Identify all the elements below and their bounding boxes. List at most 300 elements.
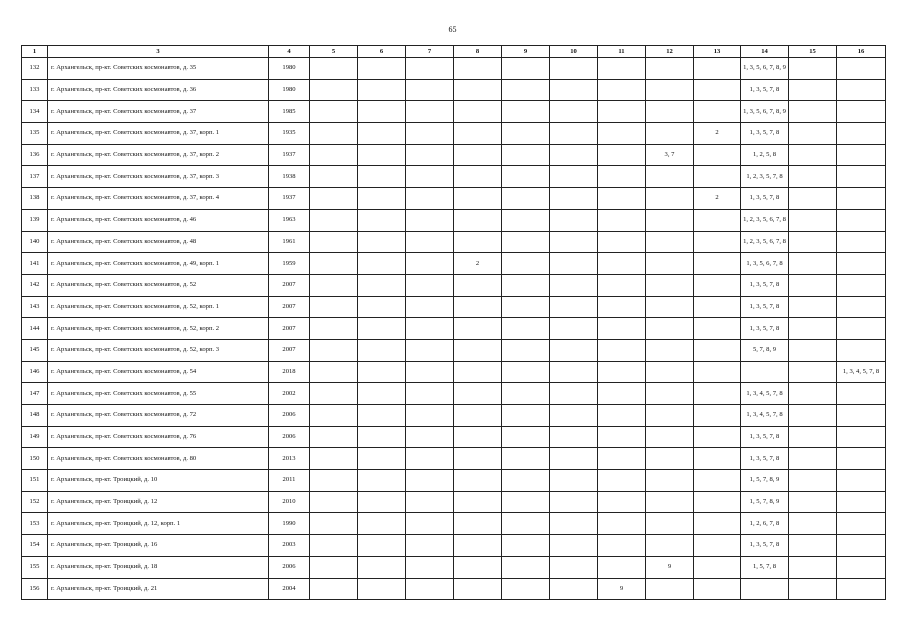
table-cell [358,101,406,123]
table-cell [310,556,358,578]
table-cell [598,339,646,361]
page-number: 65 [448,25,457,34]
table-cell: 2011 [269,470,310,492]
table-cell [406,535,454,557]
row-number-cell: 154 [22,535,48,557]
table-cell [598,253,646,275]
table-cell [550,58,598,80]
table-row [22,318,886,340]
column-header: 15 [789,46,837,58]
table-cell [694,535,741,557]
table-cell [694,361,741,383]
table-cell [694,274,741,296]
table-cell [406,209,454,231]
table-cell [310,188,358,210]
table-cell [694,101,741,123]
table-cell [454,79,502,101]
table-cell [837,166,886,188]
row-number-cell: 149 [22,426,48,448]
table-cell [789,231,837,253]
address-cell: г. Архангельск, пр-кт. Троицкий, д. 16 [48,535,269,557]
table-cell [789,470,837,492]
table-cell [550,209,598,231]
table-cell: 2013 [269,448,310,470]
table-cell [454,231,502,253]
address-cell: г. Архангельск, пр-кт. Советских космонавтов, д. 37, корп. 4 [48,188,269,210]
table-cell: 1980 [269,58,310,80]
table-cell [310,253,358,275]
address-cell: г. Архангельск, пр-кт. Советских космонавтов, д. 55 [48,383,269,405]
table-cell [598,296,646,318]
table-cell [454,448,502,470]
table-cell [358,58,406,80]
table-cell [310,535,358,557]
table-cell [837,578,886,600]
table-cell [550,383,598,405]
table-cell [502,166,550,188]
table-cell [789,535,837,557]
table-cell [454,361,502,383]
table-cell [358,209,406,231]
table-cell [837,383,886,405]
table-cell [789,318,837,340]
table-cell [310,166,358,188]
table-row [22,578,886,600]
table-cell: 1961 [269,231,310,253]
table-cell [694,209,741,231]
table-cell [406,491,454,513]
table-cell [837,101,886,123]
table-cell [550,144,598,166]
table-cell [646,101,694,123]
table-cell [502,296,550,318]
row-number-cell: 135 [22,123,48,145]
table-cell [454,123,502,145]
table-cell [598,556,646,578]
address-cell: г. Архангельск, пр-кт. Советских космонавтов, д. 80 [48,448,269,470]
table-cell [406,166,454,188]
table-cell [454,383,502,405]
table-cell [454,101,502,123]
table-cell [694,231,741,253]
table-cell [502,339,550,361]
table-cell [837,253,886,275]
table-cell: 1963 [269,209,310,231]
table-cell [694,405,741,427]
table-cell [646,339,694,361]
table-cell [358,513,406,535]
table-cell [550,253,598,275]
table-cell [358,253,406,275]
table-cell [406,361,454,383]
table-cell [837,79,886,101]
table-cell: 1, 2, 3, 5, 6, 7, 8 [741,231,789,253]
row-number-cell: 143 [22,296,48,318]
table-cell [454,491,502,513]
table-cell [694,470,741,492]
table-cell [502,209,550,231]
table-cell [502,405,550,427]
table-cell: 1959 [269,253,310,275]
column-header: 16 [837,46,886,58]
table-cell [358,339,406,361]
table-cell [646,491,694,513]
table-cell [310,58,358,80]
table-cell [358,578,406,600]
table-cell [646,188,694,210]
row-number-cell: 138 [22,188,48,210]
table-cell [310,339,358,361]
table-cell [310,426,358,448]
table-cell [694,144,741,166]
table-cell [837,426,886,448]
table-cell [837,339,886,361]
table-cell [646,123,694,145]
table-cell: 1, 3, 5, 7, 8 [741,79,789,101]
table-cell: 2 [694,123,741,145]
table-cell [550,274,598,296]
table-cell [837,123,886,145]
table-row [22,535,886,557]
table-cell [646,470,694,492]
table-cell: 1, 5, 7, 8, 9 [741,491,789,513]
table-cell [310,513,358,535]
table-cell: 9 [646,556,694,578]
table-cell [598,58,646,80]
table-cell [310,448,358,470]
address-cell: г. Архангельск, пр-кт. Советских космонавтов, д. 35 [48,58,269,80]
table-cell [694,578,741,600]
table-cell [789,383,837,405]
address-cell: г. Архангельск, пр-кт. Советских космонавтов, д. 52, корп. 1 [48,296,269,318]
table-cell [406,556,454,578]
table-cell [789,513,837,535]
table-cell [598,491,646,513]
row-number-cell: 141 [22,253,48,275]
table-cell [646,274,694,296]
table-cell [550,101,598,123]
address-cell: г. Архангельск, пр-кт. Советских космонавтов, д. 49, корп. 1 [48,253,269,275]
table-cell [310,383,358,405]
row-number-cell: 151 [22,470,48,492]
table-cell [646,513,694,535]
column-header: 6 [358,46,406,58]
table-cell [310,274,358,296]
row-number-cell: 142 [22,274,48,296]
table-cell: 1, 3, 5, 7, 8 [741,123,789,145]
table-cell [502,578,550,600]
address-cell: г. Архангельск, пр-кт. Троицкий, д. 10 [48,470,269,492]
table-cell [598,79,646,101]
buildings-table [21,45,886,600]
table-cell [358,79,406,101]
table-cell: 2010 [269,491,310,513]
table-cell [646,426,694,448]
table-row [22,253,886,275]
table-cell [550,79,598,101]
table-cell [789,144,837,166]
table-cell [502,426,550,448]
table-cell [789,123,837,145]
table-row [22,426,886,448]
table-cell [837,318,886,340]
table-cell [502,448,550,470]
table-row [22,144,886,166]
table-cell [550,556,598,578]
table-cell [310,144,358,166]
table-cell [837,556,886,578]
table-cell [406,383,454,405]
table-cell [598,426,646,448]
table-row [22,79,886,101]
table-cell [550,535,598,557]
column-header: 9 [502,46,550,58]
table-cell [837,491,886,513]
address-cell: г. Архангельск, пр-кт. Троицкий, д. 12, корп. 1 [48,513,269,535]
table-cell [406,318,454,340]
table-cell [502,274,550,296]
table-cell [406,144,454,166]
table-cell [502,535,550,557]
table-cell: 2 [454,253,502,275]
table-cell [406,58,454,80]
table-cell [598,101,646,123]
table-cell [646,405,694,427]
table-cell [550,318,598,340]
table-cell: 1, 3, 5, 7, 8 [741,318,789,340]
table-header-row [22,46,886,58]
table-cell [406,274,454,296]
table-cell [310,101,358,123]
table-cell: 1980 [269,79,310,101]
table-cell: 1, 3, 5, 7, 8 [741,296,789,318]
address-cell: г. Архангельск, пр-кт. Советских космонавтов, д. 76 [48,426,269,448]
table-cell: 1, 3, 5, 7, 8 [741,274,789,296]
table-cell [837,231,886,253]
table-cell: 1935 [269,123,310,145]
table-cell [550,339,598,361]
table-cell [502,491,550,513]
table-cell [358,383,406,405]
table-cell [406,470,454,492]
table-cell: 1937 [269,188,310,210]
table-cell [406,188,454,210]
column-header: 10 [550,46,598,58]
address-cell: г. Архангельск, пр-кт. Советских космонавтов, д. 52, корп. 2 [48,318,269,340]
table-cell [454,318,502,340]
table-cell [789,296,837,318]
table-cell [694,513,741,535]
table-cell [694,58,741,80]
row-number-cell: 145 [22,339,48,361]
table-cell [358,318,406,340]
table-cell [789,339,837,361]
table-cell: 2007 [269,339,310,361]
table-cell: 1, 3, 5, 7, 8 [741,535,789,557]
row-number-cell: 150 [22,448,48,470]
table-cell [550,513,598,535]
table-cell [406,79,454,101]
table-cell [358,556,406,578]
table-cell: 1, 3, 5, 7, 8 [741,448,789,470]
table-cell [598,383,646,405]
table-cell [406,426,454,448]
row-number-cell: 133 [22,79,48,101]
table-cell [789,166,837,188]
table-cell [358,166,406,188]
table-cell [502,101,550,123]
table-cell [694,556,741,578]
column-header: 7 [406,46,454,58]
table-cell [358,144,406,166]
table-cell: 2018 [269,361,310,383]
table-cell [598,535,646,557]
table-cell [789,79,837,101]
table-cell [502,188,550,210]
table-cell: 3, 7 [646,144,694,166]
table-cell [358,535,406,557]
table-cell [502,383,550,405]
table-cell [694,318,741,340]
table-cell [646,448,694,470]
table-cell [837,188,886,210]
table-cell [454,578,502,600]
table-cell: 1, 3, 5, 6, 7, 8, 9 [741,58,789,80]
column-header: 5 [310,46,358,58]
table-row [22,405,886,427]
table-cell [454,296,502,318]
table-cell [789,209,837,231]
table-cell [550,470,598,492]
table-cell [502,556,550,578]
table-cell [598,405,646,427]
table-cell [837,513,886,535]
address-cell: г. Архангельск, пр-кт. Советских космонавтов, д. 52 [48,274,269,296]
table-cell [502,123,550,145]
table-cell: 2004 [269,578,310,600]
table-cell [598,188,646,210]
table-cell [646,58,694,80]
table-cell [646,296,694,318]
table-cell [358,448,406,470]
table-cell: 2007 [269,274,310,296]
table-cell [502,361,550,383]
row-number-cell: 147 [22,383,48,405]
row-number-cell: 144 [22,318,48,340]
table-cell [646,318,694,340]
table-cell [694,383,741,405]
table-cell [598,166,646,188]
table-cell [646,253,694,275]
table-cell [550,123,598,145]
table-cell [598,231,646,253]
table-cell [502,470,550,492]
table-cell [598,361,646,383]
table-cell [454,274,502,296]
table-cell [694,79,741,101]
table-cell [837,535,886,557]
address-cell: г. Архангельск, пр-кт. Советских космонавтов, д. 54 [48,361,269,383]
table-cell [694,253,741,275]
column-header: 1 [22,46,48,58]
table-cell [310,578,358,600]
table-cell [454,209,502,231]
table-cell: 1, 5, 7, 8 [741,556,789,578]
table-cell: 5, 7, 8, 9 [741,339,789,361]
table-cell [741,361,789,383]
table-cell: 2006 [269,556,310,578]
table-cell [406,253,454,275]
table-cell [598,470,646,492]
table-row [22,123,886,145]
table-cell [310,318,358,340]
column-header: 8 [454,46,502,58]
table-cell [310,79,358,101]
table-cell [454,188,502,210]
table-cell [358,361,406,383]
table-cell [789,491,837,513]
table-cell [550,491,598,513]
table-cell [550,231,598,253]
address-cell: г. Архангельск, пр-кт. Троицкий, д. 12 [48,491,269,513]
table-cell [358,123,406,145]
column-header: 11 [598,46,646,58]
table-cell [550,405,598,427]
table-cell: 2 [694,188,741,210]
table-cell [310,123,358,145]
table-row [22,296,886,318]
table-cell: 1, 3, 5, 7, 8 [741,188,789,210]
table-cell [502,318,550,340]
table-cell: 1, 3, 4, 5, 7, 8 [741,383,789,405]
table-cell [598,513,646,535]
table-cell [502,144,550,166]
table-cell [598,448,646,470]
table-cell [406,448,454,470]
table-cell [694,296,741,318]
table-cell [502,58,550,80]
table-cell [550,166,598,188]
table-cell [789,361,837,383]
table-row [22,491,886,513]
table-cell [837,470,886,492]
table-cell [454,405,502,427]
address-cell: г. Архангельск, пр-кт. Советских космонавтов, д. 48 [48,231,269,253]
table-cell [646,535,694,557]
address-cell: г. Архангельск, пр-кт. Советских космонавтов, д. 37 [48,101,269,123]
column-header: 3 [48,46,269,58]
table-row [22,188,886,210]
table-row [22,556,886,578]
row-number-cell: 152 [22,491,48,513]
table-cell [694,491,741,513]
table-cell [502,253,550,275]
table-cell: 1937 [269,144,310,166]
table-cell [310,209,358,231]
table-cell [694,339,741,361]
table-row [22,274,886,296]
table-cell [789,58,837,80]
column-header: 12 [646,46,694,58]
table-cell [454,513,502,535]
column-header: 4 [269,46,310,58]
table-cell [550,188,598,210]
table-cell [646,209,694,231]
row-number-cell: 140 [22,231,48,253]
address-cell: г. Архангельск, пр-кт. Советских космонавтов, д. 46 [48,209,269,231]
table-cell [837,405,886,427]
table-cell [789,556,837,578]
